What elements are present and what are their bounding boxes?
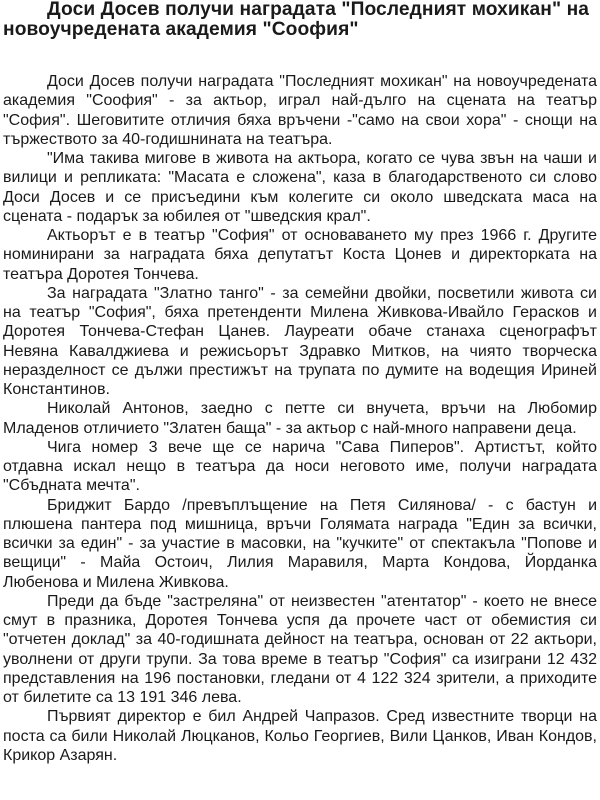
article-paragraph: Бриджит Бардо /превъплъщение на Петя Силянова/ - с бастун и плюшена пантера под мишница, връчи Голямата награда "Един за всички, всички за един" - за участие в масовки, на "кучките" от спектакъла "Попове и вещици" - Майа Остоич, Лилия Маравиля, Марта Кондова, Йорданка Любенова и Милена Живкова.: [3, 496, 597, 591]
article-paragraph: Актьорът е в театър "София" от основаването му през 1966 г. Другите номинирани за наградата бяха депутатът Коста Цонев и директорката на театъра Доротея Тончева.: [3, 227, 597, 283]
article-paragraph: Чига номер 3 вече ще се нарича "Сава Пиперов". Артистът, който отдавна искал нещо в театъра да носи неговото име, получи наградата "Сбъдната мечта".: [3, 438, 597, 495]
article-paragraph: Николай Антонов, заедно с петте си внучета, връчи на Любомир Младенов отличието "Златен баща" - за актьор с най-много направени деца.: [3, 400, 597, 437]
article-paragraph: Първият директор е бил Андрей Чапразов. Сред известните творци на поста са били Николай Люцканов, Кольо Георгиев, Вили Цанков, Иван Кондов, Крикор Азарян.: [3, 708, 597, 764]
article-paragraph: "Има такива мигове в живота на актьора, когато се чува звън на чаши и вилици и репликата: "Масата е сложена", каза в благодарственото си слово Доси Досев и се присъедини към колегите си около шведската маса на сцената - подарък за юбилея от "шведския крал".: [3, 150, 597, 225]
article-body: [3, 72, 597, 765]
article-title: Доси Досев получи наградата "Последният мохикан" на новоучредената академия "Соофия": [3, 0, 590, 40]
article-paragraph: Преди да бъде "застреляна" от неизвестен "атентатор" - което не внесе смут в празника, Доротея Тончева успя да прочете част от обемистия си "отчетен доклад" за 40-годишната дейност на театъра, основан от 22 актьори, уволнени от други трупи. За това време в театър "София" са изиграни 12 432 представления на 196 постановки, гледани от 4 122 324 зрители, а приходите от билетите са 13 191 346 лева.: [3, 592, 597, 706]
article-paragraph: За наградата "Златно танго" - за семейни двойки, посветили живота си на театър "София", бяха претенденти Милена Живкова-Ивайло Герасков и Доротея Тончева-Стефан Цанев. Лауреати обаче станаха сценографът Невяна Кавалджиева и режисьорът Здравко Митков, на чиято творческа неразделност се дължи престижът на трупата по думите на водещия Ириней Константинов.: [3, 284, 597, 398]
article-paragraph: Доси Досев получи наградата "Последният мохикан" на новоучредената академия "Соофия" - за актьор, играл най-дълго на сцената на театър "София". Шеговитите отличия бяха връчени -"само на свои хора" - снощи на тържеството за 40-годишнината на театъра.: [3, 73, 597, 148]
